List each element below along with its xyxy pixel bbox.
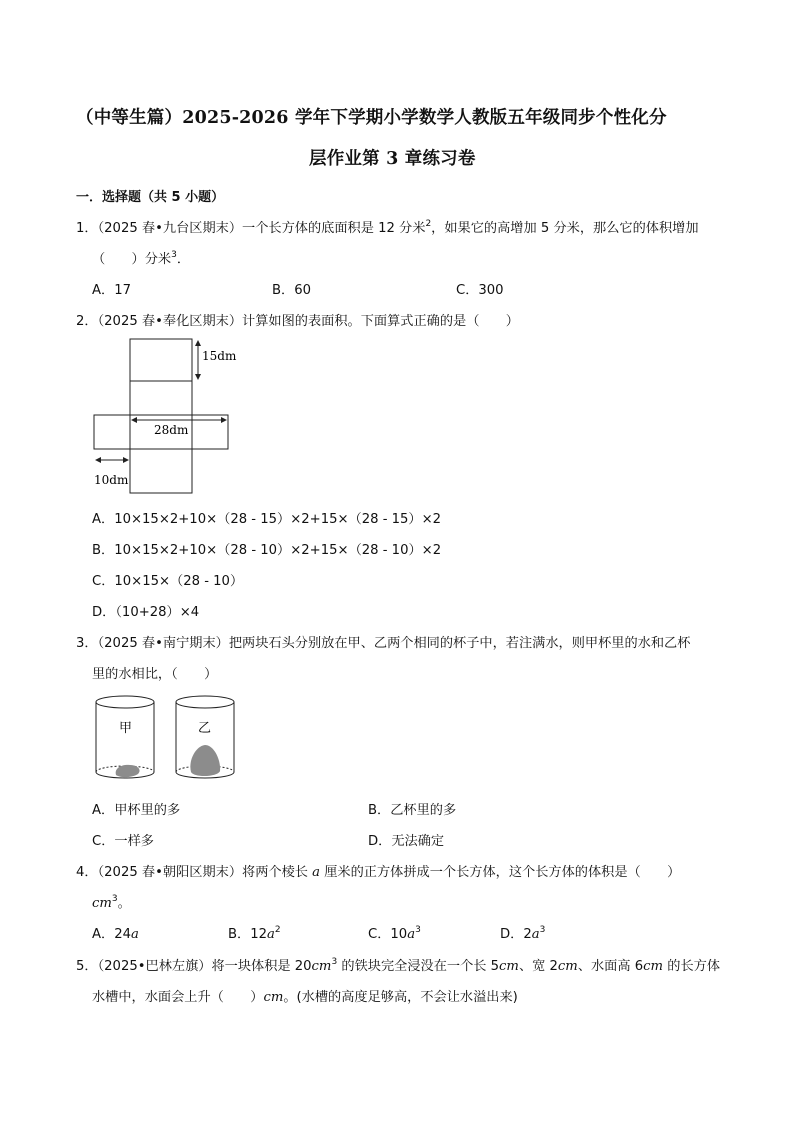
q4-option-b[interactable]: B．$12a^2$ xyxy=(228,924,281,942)
large-stone xyxy=(190,745,220,776)
q3-option-b[interactable]: B．乙杯里的多 xyxy=(368,803,457,818)
q3-option-a[interactable]: A．甲杯里的多 xyxy=(92,803,181,818)
q2-net-figure xyxy=(90,335,250,497)
q3-stem-line1: 3．（2025 春•南宁期末）把两块石头分别放在甲、乙两个相同的杯子中，若注满水，则甲杯里的水和乙杯 xyxy=(76,636,691,651)
q2-option-b[interactable]: B．10×15×2+10×（28 - 10）×2+15×（28 - 10）×2 xyxy=(92,543,442,558)
q1-option-a[interactable]: A．17 xyxy=(92,283,131,298)
q2-option-c[interactable]: C．10×15×（28 - 10） xyxy=(92,574,244,589)
q5-stem-line1: 5．（2025•巴林左旗）将一块体积是 $20cm^3$ 的铁块完全浸没在一个长 5cm、宽 2cm、水面高 6cm 的长方体 xyxy=(76,956,721,974)
q2-option-d[interactable]: D．（10+28）×4 xyxy=(92,605,200,620)
q4-stem-line1: 4．（2025 春•朝阳区期末）将两个棱长 a 厘米的正方体拼成一个长方体，这个长方体的体积是（ ） xyxy=(76,865,681,880)
q3-option-d[interactable]: D．无法确定 xyxy=(368,834,445,849)
page-title-line1: （中等生篇）2025-2026 学年下学期小学数学人教版五年级同步个性化分 xyxy=(76,108,667,128)
net-face-back xyxy=(130,381,192,415)
q4-stem-line2: $cm^3$。 xyxy=(92,893,131,911)
q2-option-a[interactable]: A．10×15×2+10×（28 - 15）×2+15×（28 - 15）×2 xyxy=(92,512,442,527)
q1-option-b[interactable]: B．60 xyxy=(272,283,312,298)
net-face-front xyxy=(130,449,192,493)
q1-option-c[interactable]: C．300 xyxy=(456,283,504,298)
q5-stem-line2: 水槽中，水面会上升（ ）cm。(水槽的高度足够高，不会让水溢出来) xyxy=(92,990,518,1005)
q4-option-c[interactable]: C．$10a^3$ xyxy=(368,924,421,942)
cup2-label: 乙 xyxy=(198,721,212,736)
page-title-line2: 层作业第 3 章练习卷 xyxy=(309,149,476,169)
label-width: 10dm xyxy=(94,473,129,487)
cup1-label: 甲 xyxy=(119,721,133,736)
label-height: 15dm xyxy=(202,349,237,363)
net-face-top xyxy=(130,339,192,381)
small-stone xyxy=(116,765,140,777)
q4-option-a[interactable]: A．24a xyxy=(92,927,139,942)
q4-option-d[interactable]: D．$2a^3$ xyxy=(500,924,546,942)
q3-option-c[interactable]: C．一样多 xyxy=(92,834,154,849)
label-length: 28dm xyxy=(154,423,189,437)
section-heading: 一．选择题（共 5 小题） xyxy=(76,190,225,205)
q2-stem: 2．（2025 春•奉化区期末）计算如图的表面积。下面算式正确的是（ ） xyxy=(76,314,519,329)
net-face-left xyxy=(94,415,130,449)
q3-cups-figure xyxy=(90,692,240,784)
q1-stem-line1: 1．（2025 春•九台区期末）一个长方体的底面积是 12 分米$^2$，如果它的高增加 5 分米，那么它的体积增加 xyxy=(76,218,699,236)
q3-stem-line2: 里的水相比，（ ） xyxy=(92,667,218,682)
q1-stem-line2: （ ）分米$^3$． xyxy=(92,249,191,267)
